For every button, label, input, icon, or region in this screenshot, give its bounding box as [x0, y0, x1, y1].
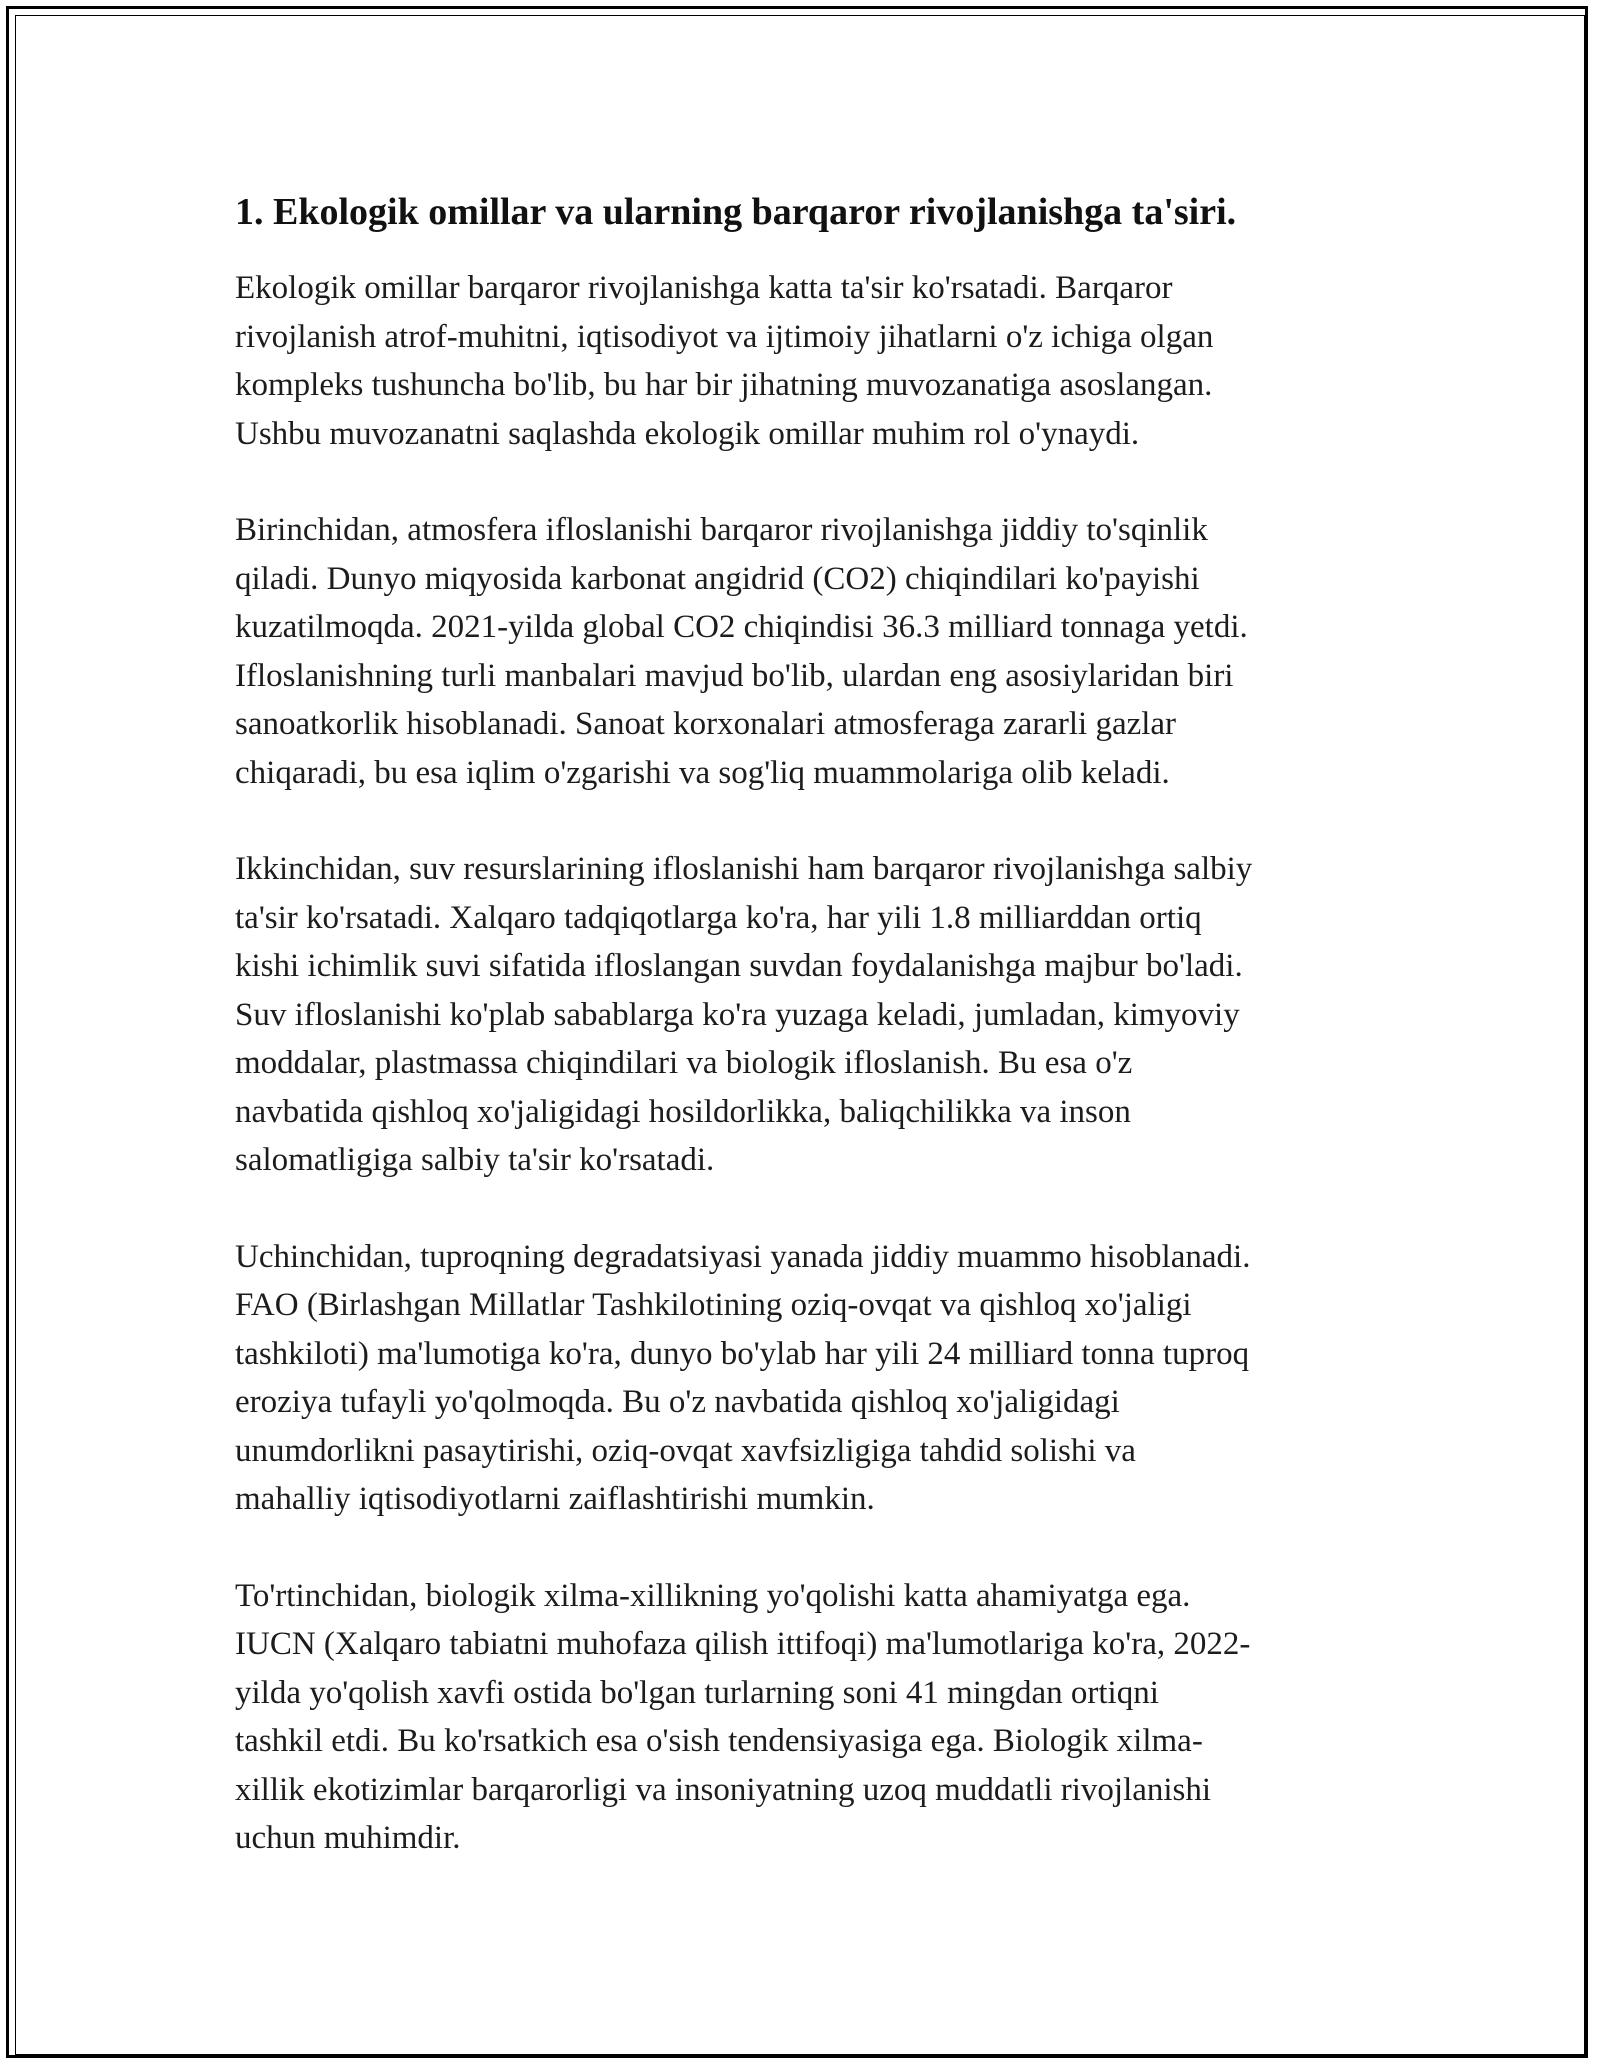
- text-line: To'rtinchidan, biologik xilma-xillikning yo'qolishi katta ahamiyatga ega.: [235, 1577, 1191, 1614]
- paragraph-intro: [235, 264, 1385, 458]
- text-line: Ikkinchidan, suv resurslarining ifloslanishi ham barqaror rivojlanishga salbiy: [235, 851, 1253, 887]
- paragraph-soil-degradation: [235, 1233, 1385, 1524]
- text-line: eroziya tufayli yo'qolmoqda. Bu o'z navbatida qishloq xo'jaligidagi: [235, 1384, 1120, 1420]
- text-line: moddalar, plastmassa chiqindilari va biologik ifloslanish. Bu esa o'z: [235, 1045, 1133, 1081]
- text-line: xillik ekotizimlar barqarorligi va insoniyatning uzoq muddatli rivojlanishi: [235, 1771, 1212, 1808]
- text-line: kishi ichimlik suvi sifatida ifloslangan suvdan foydalanishga majbur bo'ladi.: [235, 948, 1243, 984]
- paragraph-water-pollution: [235, 845, 1385, 1185]
- text-line: kuzatilmoqda. 2021-yilda global CO2 chiqindisi 36.3 milliard tonnaga yetdi.: [235, 609, 1248, 645]
- text-line: sanoatkorlik hisoblanadi. Sanoat korxonalari atmosferaga zararli gazlar: [235, 706, 1177, 742]
- text-line: qiladi. Dunyo miqyosida karbonat angidrid (CO2) chiqindilari ko'payishi: [235, 560, 1200, 597]
- text-line: Birinchidan, atmosfera ifloslanishi barqaror rivojlanishga jiddiy to'sqinlik: [235, 512, 1208, 548]
- text-line: tashkiloti) ma'lumotiga ko'ra, dunyo bo'ylab har yili 24 milliard tonna tuproq: [235, 1335, 1250, 1372]
- text-line: Suv ifloslanishi ko'plab sabablarga ko'ra yuzaga keladi, jumladan, kimyoviy: [235, 996, 1240, 1033]
- text-line: rivojlanish atrof-muhitni, iqtisodiyot va ijtimoiy jihatlarni o'z ichiga olgan: [235, 318, 1214, 355]
- text-line: chiqaradi, bu esa iqlim o'zgarishi va sog'liq muammolariga olib keladi.: [235, 754, 1170, 791]
- document-title: 1. Ekologik omillar va ularning barqaror rivojlanishga ta'siri.: [235, 191, 1237, 233]
- text-line: FAO (Birlashgan Millatlar Tashkilotining oziq-ovqat va qishloq xo'jaligi: [235, 1287, 1192, 1323]
- text-line: mahalliy iqtisodiyotlarni zaiflashtirishi mumkin.: [235, 1481, 875, 1517]
- text-line: unumdorlikni pasaytirishi, oziq-ovqat xavfsizligiga tahdid solishi va: [235, 1432, 1136, 1469]
- text-line: Uchinchidan, tuproqning degradatsiyasi yanada jiddiy muammo hisoblanadi.: [235, 1238, 1251, 1275]
- text-line: kompleks tushuncha bo'lib, bu har bir jihatning muvozanatiga asoslangan.: [235, 367, 1213, 403]
- text-line: tashkil etdi. Bu ko'rsatkich esa o'sish tendensiyasiga ega. Biologik xilma-: [235, 1723, 1203, 1759]
- paragraph-air-pollution: [235, 506, 1385, 797]
- text-line: navbatida qishloq xo'jaligidagi hosildorlikka, baliqchilikka va inson: [235, 1093, 1131, 1130]
- text-line: uchun muhimdir.: [235, 1820, 461, 1856]
- text-line: salomatligiga salbiy ta'sir ko'rsatadi.: [235, 1142, 715, 1178]
- document-body: [235, 188, 1385, 1863]
- text-line: Ekologik omillar barqaror rivojlanishga katta ta'sir ko'rsatadi. Barqaror: [235, 270, 1173, 306]
- text-line: Ifloslanishning turli manbalari mavjud bo'lib, ulardan eng asosiylaridan biri: [235, 657, 1234, 694]
- paragraph-biodiversity: [235, 1572, 1385, 1863]
- text-line: yilda yo'qolish xavfi ostida bo'lgan turlarning soni 41 mingdan ortiqni: [235, 1674, 1159, 1711]
- text-line: IUCN (Xalqaro tabiatni muhofaza qilish ittifoqi) ma'lumotlariga ko'ra, 2022-: [235, 1626, 1251, 1662]
- text-line: ta'sir ko'rsatadi. Xalqaro tadqiqotlarga ko'ra, har yili 1.8 milliarddan ortiq: [235, 899, 1202, 936]
- text-line: Ushbu muvozanatni saqlashda ekologik omillar muhim rol o'ynaydi.: [235, 415, 1140, 452]
